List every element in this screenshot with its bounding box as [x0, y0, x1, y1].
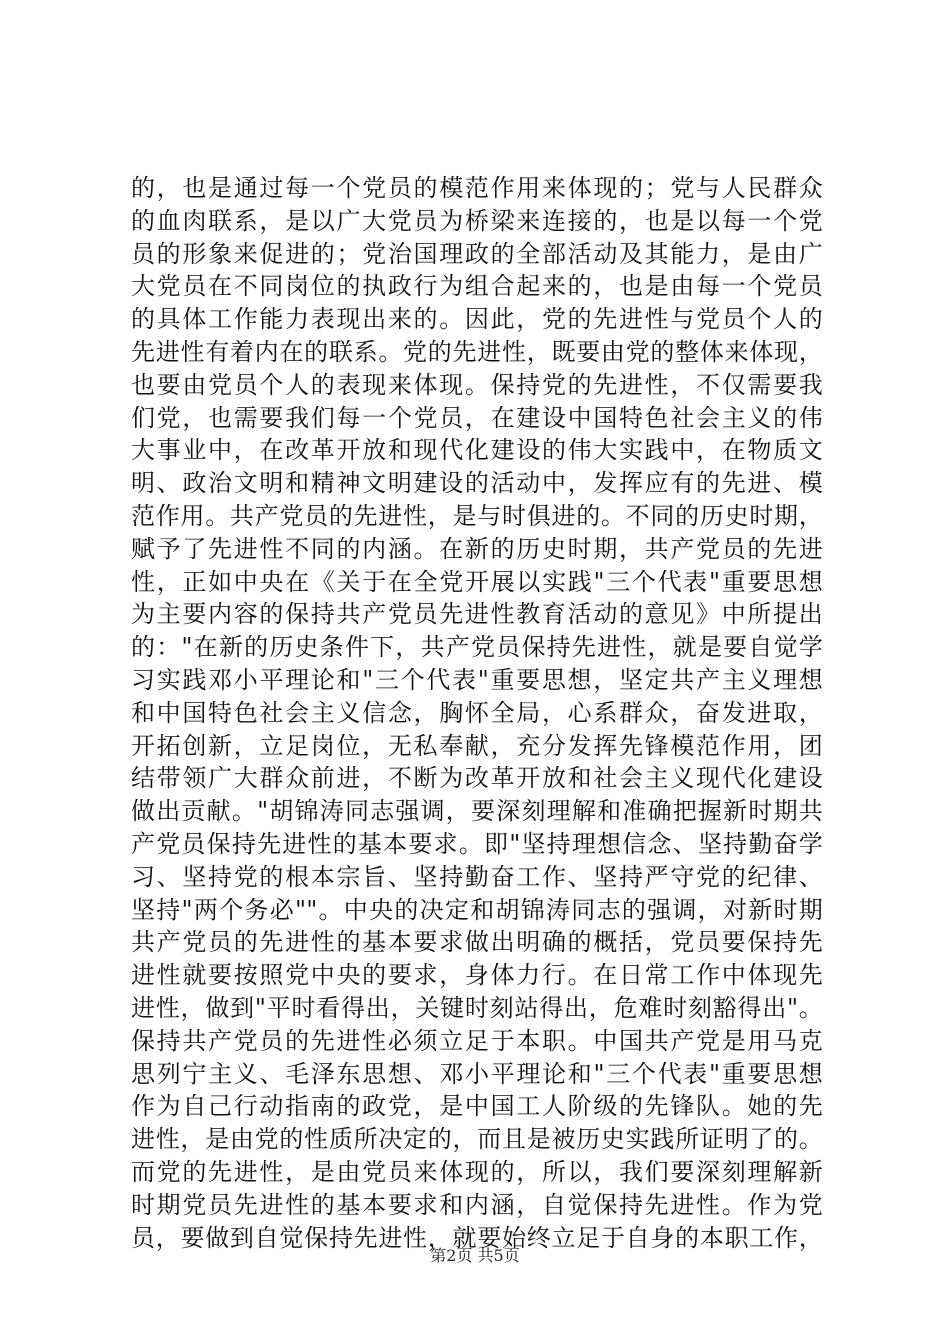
text-line: 产党员保持先进性的基本要求。即"坚持理想信念、坚持勤奋学 [131, 829, 823, 858]
text-line: 进性就要按照党中央的要求，身体力行。在日常工作中体现先 [131, 961, 823, 990]
text-line: 的血肉联系，是以广大党员为桥梁来连接的，也是以每一个党 [131, 206, 823, 235]
body-text [131, 172, 823, 1254]
text-line: 也要由党员个人的表现来体现。保持党的先进性，不仅需要我 [131, 370, 823, 399]
text-line: 保持共产党员的先进性必须立足于本职。中国共产党是用马克 [131, 1026, 823, 1055]
text-line: 们党，也需要我们每一个党员，在建设中国特色社会主义的伟 [131, 403, 823, 432]
text-line: 员，要做到自觉保持先进性，就要始终立足于自身的本职工作， [131, 1223, 823, 1252]
text-line: 的具体工作能力表现出来的。因此，党的先进性与党员个人的 [131, 305, 823, 334]
text-line: 开拓创新，立足岗位，无私奉献，充分发挥先锋模范作用，团 [131, 731, 823, 760]
text-line: 明、政治文明和精神文明建设的活动中，发挥应有的先进、模 [131, 469, 823, 498]
text-line: 和中国特色社会主义信念，胸怀全局，心系群众，奋发进取， [131, 698, 823, 727]
text-line: 作为自己行动指南的政党，是中国工人阶级的先锋队。她的先 [131, 1092, 823, 1121]
page-number: 第2页 共5页 [430, 1246, 520, 1265]
text-line: 的，也是通过每一个党员的模范作用来体现的；党与人民群众 [131, 174, 823, 202]
text-line: 进性，是由党的性质所决定的，而且是被历史实践所证明了的。 [131, 1125, 823, 1154]
text-line: 共产党员的先进性的基本要求做出明确的概括，党员要保持先 [131, 928, 823, 957]
text-line: 范作用。共产党员的先进性，是与时俱进的。不同的历史时期， [131, 501, 823, 530]
text-line: 的："在新的历史条件下，共产党员保持先进性，就是要自觉学 [131, 633, 823, 662]
text-line: 大党员在不同岗位的执政行为组合起来的，也是由每一个党员 [131, 272, 823, 301]
text-line: 习、坚持党的根本宗旨、坚持勤奋工作、坚持严守党的纪律、 [131, 862, 823, 891]
text-line: 思列宁主义、毛泽东思想、邓小平理论和"三个代表"重要思想 [131, 1059, 823, 1088]
text-line: 员的形象来促进的；党治国理政的全部活动及其能力，是由广 [131, 239, 823, 268]
text-line: 先进性有着内在的联系。党的先进性，既要由党的整体来体现， [131, 337, 823, 366]
text-line: 进性，做到"平时看得出，关键时刻站得出，危难时刻豁得出"。 [131, 993, 823, 1022]
text-line: 而党的先进性，是由党员来体现的，所以，我们要深刻理解新 [131, 1157, 823, 1186]
text-line: 大事业中，在改革开放和现代化建设的伟大实践中，在物质文 [131, 436, 823, 465]
text-line: 赋予了先进性不同的内涵。在新的历史时期，共产党员的先进 [131, 534, 823, 563]
text-line: 为主要内容的保持共产党员先进性教育活动的意见》中所提出 [131, 600, 823, 629]
text-line: 坚持"两个务必""。中央的决定和胡锦涛同志的强调，对新时期 [131, 895, 823, 924]
text-line: 时期党员先进性的基本要求和内涵，自觉保持先进性。作为党 [131, 1190, 823, 1219]
text-line: 习实践邓小平理论和"三个代表"重要思想，坚定共产主义理想 [131, 665, 823, 694]
text-line: 结带领广大群众前进，不断为改革开放和社会主义现代化建设 [131, 764, 823, 793]
text-line: 性，正如中央在《关于在全党开展以实践"三个代表"重要思想 [131, 567, 823, 596]
text-line: 做出贡献。"胡锦涛同志强调，要深刻理解和准确把握新时期共 [131, 797, 823, 826]
